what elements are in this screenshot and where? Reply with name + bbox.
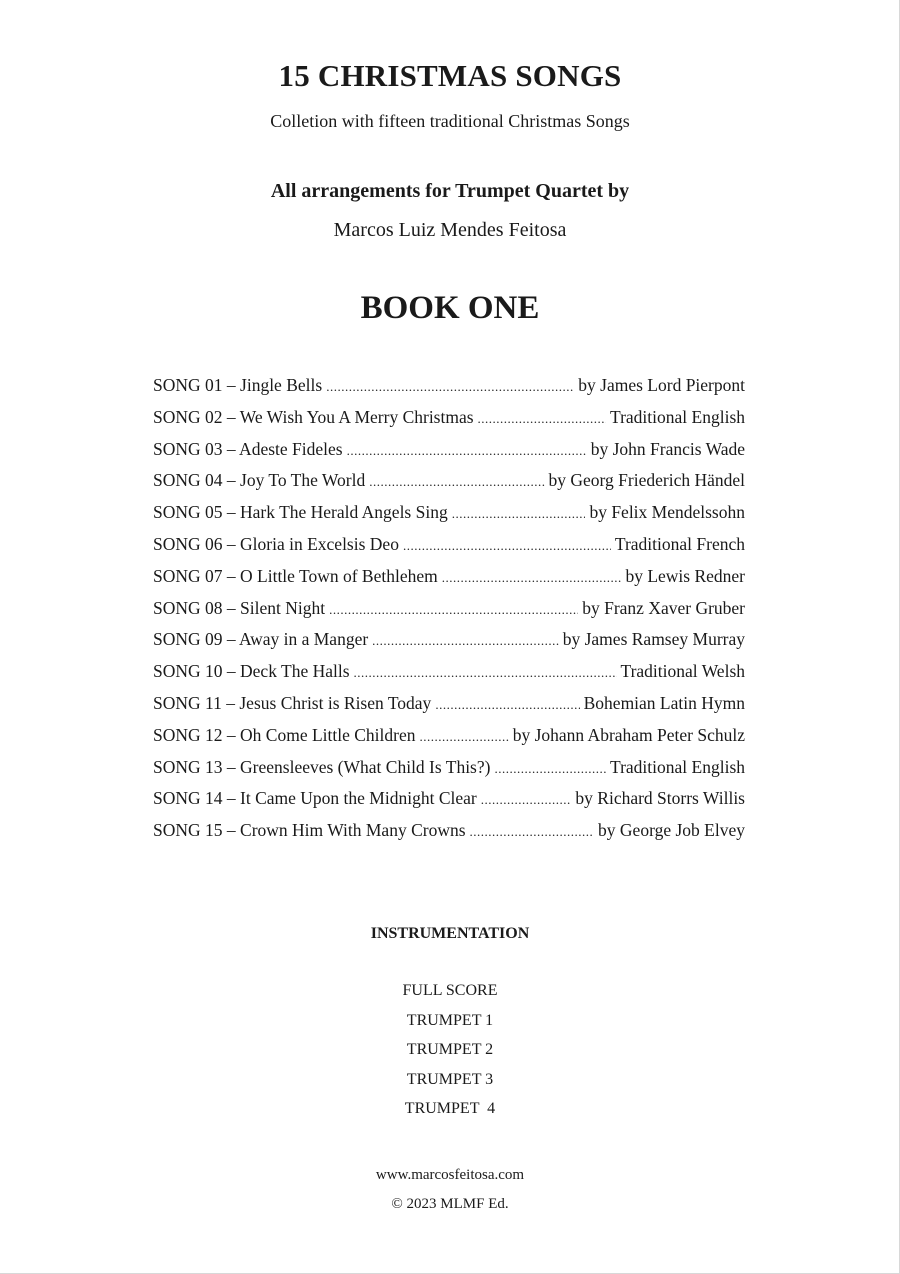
arranger-name: Marcos Luiz Mendes Feitosa <box>333 219 567 241</box>
song-entry <box>153 407 745 439</box>
song-composer: by Felix Mendelssohn <box>589 502 745 523</box>
song-composer: Traditional English <box>610 756 745 777</box>
song-composer: by George Job Elvey <box>598 820 745 841</box>
dot-leader <box>372 634 559 647</box>
dot-leader <box>369 475 544 488</box>
song-composer: by Richard Storrs Willis <box>575 788 745 809</box>
song-title: SONG 07 – O Little Town of Bethlehem <box>153 565 438 586</box>
song-entry <box>153 375 745 407</box>
song-composer: by John Francis Wade <box>590 438 745 459</box>
song-title: SONG 11 – Jesus Christ is Risen Today <box>153 692 432 713</box>
song-entry <box>153 693 745 725</box>
dot-leader <box>435 698 579 711</box>
song-entry <box>153 661 745 693</box>
instrument-item: TRUMPET 4 <box>404 1100 496 1117</box>
song-entry <box>153 757 745 789</box>
dot-leader <box>326 380 574 393</box>
document-title: 15 CHRISTMAS SONGS <box>278 58 622 93</box>
song-entry <box>153 566 745 598</box>
song-entry <box>153 470 745 502</box>
song-entry <box>153 534 745 566</box>
song-title: SONG 15 – Crown Him With Many Crowns <box>153 820 466 841</box>
dot-leader <box>470 825 595 838</box>
song-composer: by James Lord Pierpont <box>578 375 745 395</box>
song-title: SONG 13 – Greensleeves (What Child Is This?) <box>153 756 491 777</box>
dot-leader <box>403 539 611 552</box>
song-composer: Traditional Welsh <box>620 661 745 682</box>
song-title: SONG 04 – Joy To The World <box>153 470 366 491</box>
instrumentation-heading: INSTRUMENTATION <box>370 925 530 942</box>
dot-leader <box>494 762 606 775</box>
song-composer: Bohemian Latin Hymn <box>583 692 745 713</box>
song-composer: Traditional English <box>610 406 745 427</box>
song-composer: by Lewis Redner <box>625 565 745 586</box>
song-entry <box>153 439 745 471</box>
song-title: SONG 02 – We Wish You A Merry Christmas <box>153 406 474 427</box>
song-title: SONG 08 – Silent Night <box>153 597 326 618</box>
copyright-text: © 2023 MLMF Ed. <box>391 1196 509 1212</box>
song-title: SONG 05 – Hark The Herald Angels Sing <box>153 502 448 523</box>
dot-leader <box>442 571 622 584</box>
song-composer: Traditional French <box>614 533 745 554</box>
instrument-item: TRUMPET 1 <box>406 1011 494 1029</box>
dot-leader <box>419 730 508 743</box>
song-entry <box>153 598 745 630</box>
dot-leader <box>329 603 578 616</box>
instrumentation-list <box>0 982 900 1130</box>
song-title: SONG 01 – Jingle Bells <box>153 375 323 395</box>
song-list <box>153 375 745 852</box>
song-title: SONG 09 – Away in a Manger <box>153 629 369 650</box>
dot-leader <box>452 507 586 520</box>
dot-leader <box>347 444 587 457</box>
arrangements-heading: All arrangements for Trumpet Quartet by <box>270 180 630 202</box>
song-entry <box>153 629 745 661</box>
song-title: SONG 14 – It Came Upon the Midnight Clear <box>153 788 477 809</box>
song-entry <box>153 788 745 820</box>
book-label: BOOK ONE <box>360 290 540 326</box>
song-composer: by Johann Abraham Peter Schulz <box>512 724 745 745</box>
instrument-item: TRUMPET 3 <box>406 1070 494 1088</box>
instrument-item: TRUMPET 2 <box>406 1041 494 1058</box>
song-composer: by Georg Friederich Händel <box>548 470 745 491</box>
instrument-item: FULL SCORE <box>402 982 498 999</box>
song-title: SONG 06 – Gloria in Excelsis Deo <box>153 533 399 554</box>
song-entry <box>153 820 745 852</box>
song-title: SONG 10 – Deck The Halls <box>153 661 350 682</box>
dot-leader <box>481 793 572 806</box>
document-subtitle: Colletion with fifteen traditional Christmas Songs <box>270 111 630 131</box>
song-entry <box>153 502 745 534</box>
song-title: SONG 12 – Oh Come Little Children <box>153 724 416 745</box>
song-title: SONG 03 – Adeste Fideles <box>153 438 343 459</box>
song-composer: by James Ramsey Murray <box>562 629 745 650</box>
dot-leader <box>354 666 617 679</box>
song-composer: by Franz Xaver Gruber <box>582 597 745 618</box>
website-text: www.marcosfeitosa.com <box>375 1167 525 1183</box>
dot-leader <box>478 412 606 425</box>
song-entry <box>153 725 745 757</box>
